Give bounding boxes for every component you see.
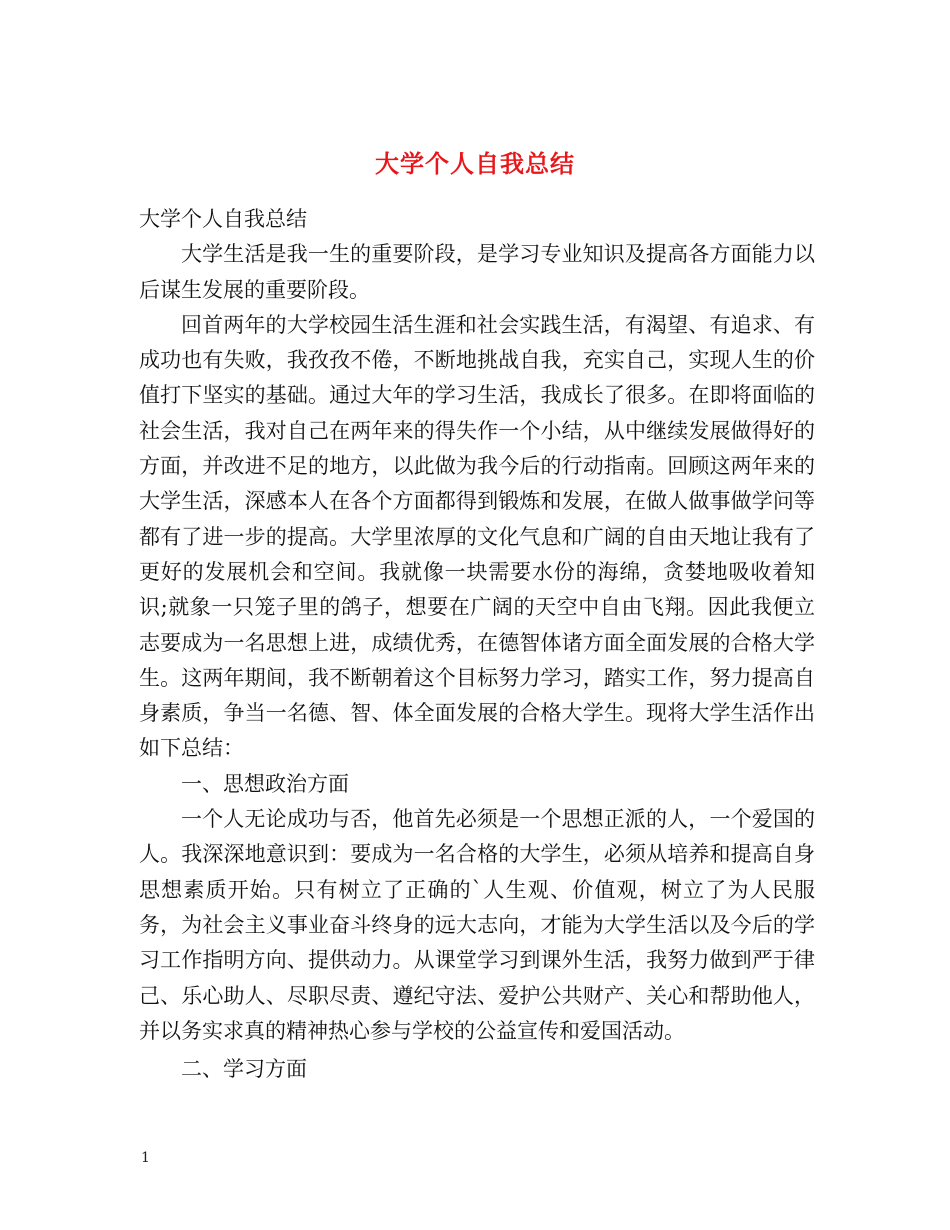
body-paragraph: 回首两年的大学校园生活生涯和社会实践生活，有渴望、有追求、有成功也有失败，我孜孜不倦，不断地挑战自我，充实自己，实现人生的价值打下坚实的基础。通过大年的学习生活，我成长了很多。在即将面临的社会生活，我对自己在两年来的得失作一个小结，从中继续发展做得好的方面，并改进不足的地方，以此做为我今后的行动指南。回顾这两年来的大学生活，深感本人在各个方面都得到锻炼和发展，在做人做事做学问等都有了进一步的提高。大学里浓厚的文化气息和广阔的自由天地让我有了更好的发展机会和空间。我就像一块需要水份的海绵，贪婪地吸收着知识;就象一只笼子里的鸽子，想要在广阔的天空中自由飞翔。因此我便立志要成为一名思想上进，成绩优秀，在德智体诸方面全面发展的合格大学生。这两年期间，我不断朝着这个目标努力学习，踏实工作，努力提高自身素质，争当一名德、智、体全面发展的合格大学生。现将大学生活作出如下总结：: [139, 312, 815, 761]
body-paragraph: 一个人无论成功与否，他首先必须是一个思想正派的人，一个爱国的人。我深深地意识到：要成为一名合格的大学生，必须从培养和提高自身思想素质开始。只有树立了正确的`人生观、价值观，树立了为人民服务，为社会主义事业奋斗终身的远大志向，才能为大学生活以及今后的学习工作指明方向、提供动力。从课堂学习到课外生活，我努力做到严于律己、乐心助人、尽职尽责、遵纪守法、爱护公共财产、关心和帮助他人，并以务实求真的精神热心参与学校的公益宣传和爱国活动。: [139, 807, 815, 1043]
body-heading: 大学个人自我总结: [139, 207, 307, 231]
document-body: [139, 202, 815, 1087]
page-number: 1: [141, 1150, 150, 1166]
section-heading: 一、思想政治方面: [181, 771, 349, 796]
section-heading: 二、学习方面: [181, 1057, 307, 1082]
body-paragraph: 大学生活是我一生的重要阶段，是学习专业知识及提高各方面能力以后谋生发展的重要阶段。: [139, 242, 815, 302]
document-title: 大学个人自我总结: [375, 149, 575, 179]
